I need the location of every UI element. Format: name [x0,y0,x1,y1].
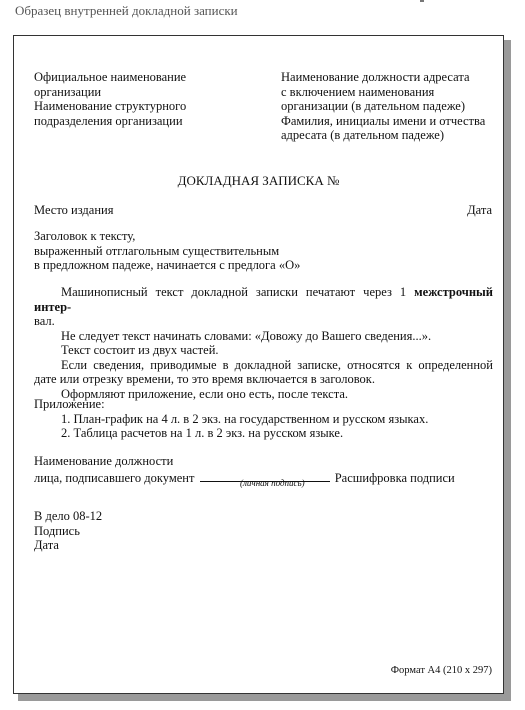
body-text [34,285,493,401]
edge-mark [420,0,424,2]
subject-line: в предложном падеже, начинается с предлога «О» [34,258,301,272]
document-title: ДОКЛАДНАЯ ЗАПИСКА № [177,173,340,188]
body-paragraph: Текст состоит из двух частей. [61,343,219,357]
addressee-line: с включением наименования [281,84,435,99]
body-paragraph [34,285,493,314]
body-paragraph-continuation: вал. [34,314,55,328]
body-paragraph: Если сведения, приводимые в докладной записке, относятся к определенной дате или отрезку времени, то это время включается в заголовок. [34,357,493,386]
subject-line: выраженный отглагольным существительным [34,243,280,258]
addressee-block [281,70,496,143]
attachments-block [34,397,493,441]
signer-position-line2: лица, подписавшего документ [34,470,195,485]
file-note-line: Подпись [34,523,80,538]
body-text-bold: межстрочный интер- [34,285,493,314]
file-note [34,509,102,553]
file-note-line: В дело 08-12 [34,509,103,523]
attachment-item: 2. Таблица расчетов на 1 л. в 2 экз. на русском языке. [61,426,344,440]
addressee-line: организации (в дательном падеже) [281,99,466,113]
sender-block [34,70,254,128]
body-paragraph: Оформляют приложение, если оно есть, после текста. [61,386,349,401]
sender-line: организации [34,84,102,99]
attachment-item: 1. План-график на 4 л. в 2 экз. на государственном и русском языках. [61,411,429,426]
body-paragraph: Не следует текст начинать словами: «Довожу до Вашего сведения...». [61,328,432,343]
date-label: Дата [467,203,492,217]
page-caption: Образец внутренней докладной записки [15,3,238,18]
subject-heading [34,229,354,273]
file-note-line: Дата [34,538,59,552]
document-sheet [13,35,504,694]
attachments-label: Приложение: [34,397,105,411]
signer-position-line1: Наименование должности [34,454,174,468]
signature-caption: (личная подпись) [240,478,305,488]
format-note: Формат А4 (210 x 297) [390,665,492,676]
sender-line: Официальное наименование [34,70,187,84]
addressee-line: Наименование должности адресата [281,70,470,84]
body-text-run: Машинописный текст докладной записки печатают через 1 [61,285,415,299]
signature-decoding: Расшифровка подписи [334,470,455,485]
sender-line: Наименование структурного [34,99,187,113]
sender-line: подразделения организации [34,113,183,128]
addressee-line: Фамилия, инициалы имени и отчества [281,113,486,128]
subject-line: Заголовок к тексту, [34,229,136,243]
place-label: Место издания [34,203,114,217]
addressee-line: адресата (в дательном падеже) [281,128,445,142]
